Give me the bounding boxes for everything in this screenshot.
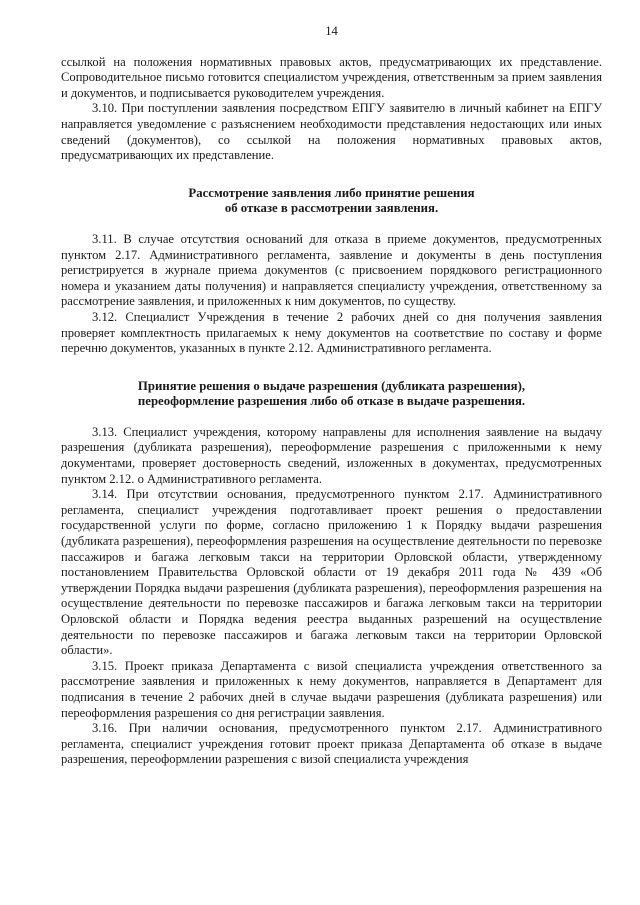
- paragraph-3-12: 3.12. Специалист Учреждения в течение 2 рабочих дней со дня получения заявления проверяет комплектность прилагаемых к нему документов на соответствие по составу и форме перечню документов, указанных в пункте 2.12. Административного регламента.: [61, 309, 602, 356]
- paragraph-3-16: 3.16. При наличии основания, предусмотренного пунктом 2.17. Административного регламента, специалист учреждения готовит проект приказа Департамента об отказе в выдаче разрешения, переоформлении разрешения с визой специалиста учреждения: [61, 721, 602, 767]
- section-heading-decision: [61, 379, 602, 410]
- document-page: [61, 24, 602, 768]
- heading-review-line-1: Рассмотрение заявления либо принятие решения: [188, 185, 475, 200]
- paragraph-3-13: 3.13. Специалист учреждения, которому направлены для исполнения заявление на выдачу разрешения (дубликата разрешения), переоформление разрешения с приложенными к нему документами, проверяет достоверность сведений, изложенных в документах, предусмотренных пунктом 2.12. о Административного регламента.: [61, 424, 602, 486]
- heading-decision-line-1: Принятие решения о выдаче разрешения (дубликата разрешения),: [137, 378, 526, 393]
- paragraph-3-15: 3.15. Проект приказа Департамента с визой специалиста учреждения ответственного за рассмотрение заявления и приложенных к нему документов, направляется в Департамент для подписания в течение 2 рабочих дней в случае выдачи разрешения (дубликата разрешения) или переоформления разрешения со дня регистрации заявления.: [61, 658, 602, 720]
- heading-decision-line-2: переоформление разрешения либо об отказе в выдаче разрешения.: [137, 394, 526, 409]
- paragraph-continuation: ссылкой на положения нормативных правовых актов, предусматривающих их представление. Сопроводительное письмо готовится специалистом учреждения, ответственным за прием заявления и документов, и подписывается руководителем учреждения.: [61, 54, 602, 100]
- heading-review-line-2: об отказе в рассмотрении заявления.: [224, 201, 439, 216]
- section-heading-review: [61, 186, 602, 217]
- paragraph-3-10: 3.10. При поступлении заявления посредством ЕПГУ заявителю в личный кабинет на ЕПГУ направляется уведомление с разъяснением необходимости представления недостающих или иных сведений (документов), со ссылкой на положения нормативных правовых актов, предусматривающих их представление.: [61, 101, 602, 163]
- paragraph-3-11: 3.11. В случае отсутствия оснований для отказа в приеме документов, предусмотренных пунктом 2.17. Административного регламента, заявление и документы в день поступления регистрируется в журнале приема документов (с присвоением порядкового регистрационного номера и указанием даты получения) и направляется специалисту учреждения, ответственному за рассмотрение заявления, и приложенных к ним документов, по существу.: [61, 231, 602, 309]
- page-number: 14: [325, 24, 338, 38]
- paragraph-3-14: 3.14. При отсутствии основания, предусмотренного пунктом 2.17. Административного регламента, специалист учреждения подготавливает проект решения о предоставлении государственной услуги по форме, согласно приложению 1 к Порядку выдачи разрешения (дубликата разрешения), переоформления разрешения на осуществление деятельности по перевозке пассажиров и багажа легковым такси на территории Орловской области, утвержденному постановлением Правительства Орловской области от 19 декабря 2011 года № 439 «Об утверждении Порядка выдачи разрешения (дубликата разрешения), переоформления разрешения на осуществление деятельности по перевозке пассажиров и багажа легковым такси на территории Орловской области и Порядка ведения реестра выданных разрешений на осуществление деятельности по перевозке пассажиров и багажа легковым такси на территории Орловской области».: [61, 487, 602, 658]
